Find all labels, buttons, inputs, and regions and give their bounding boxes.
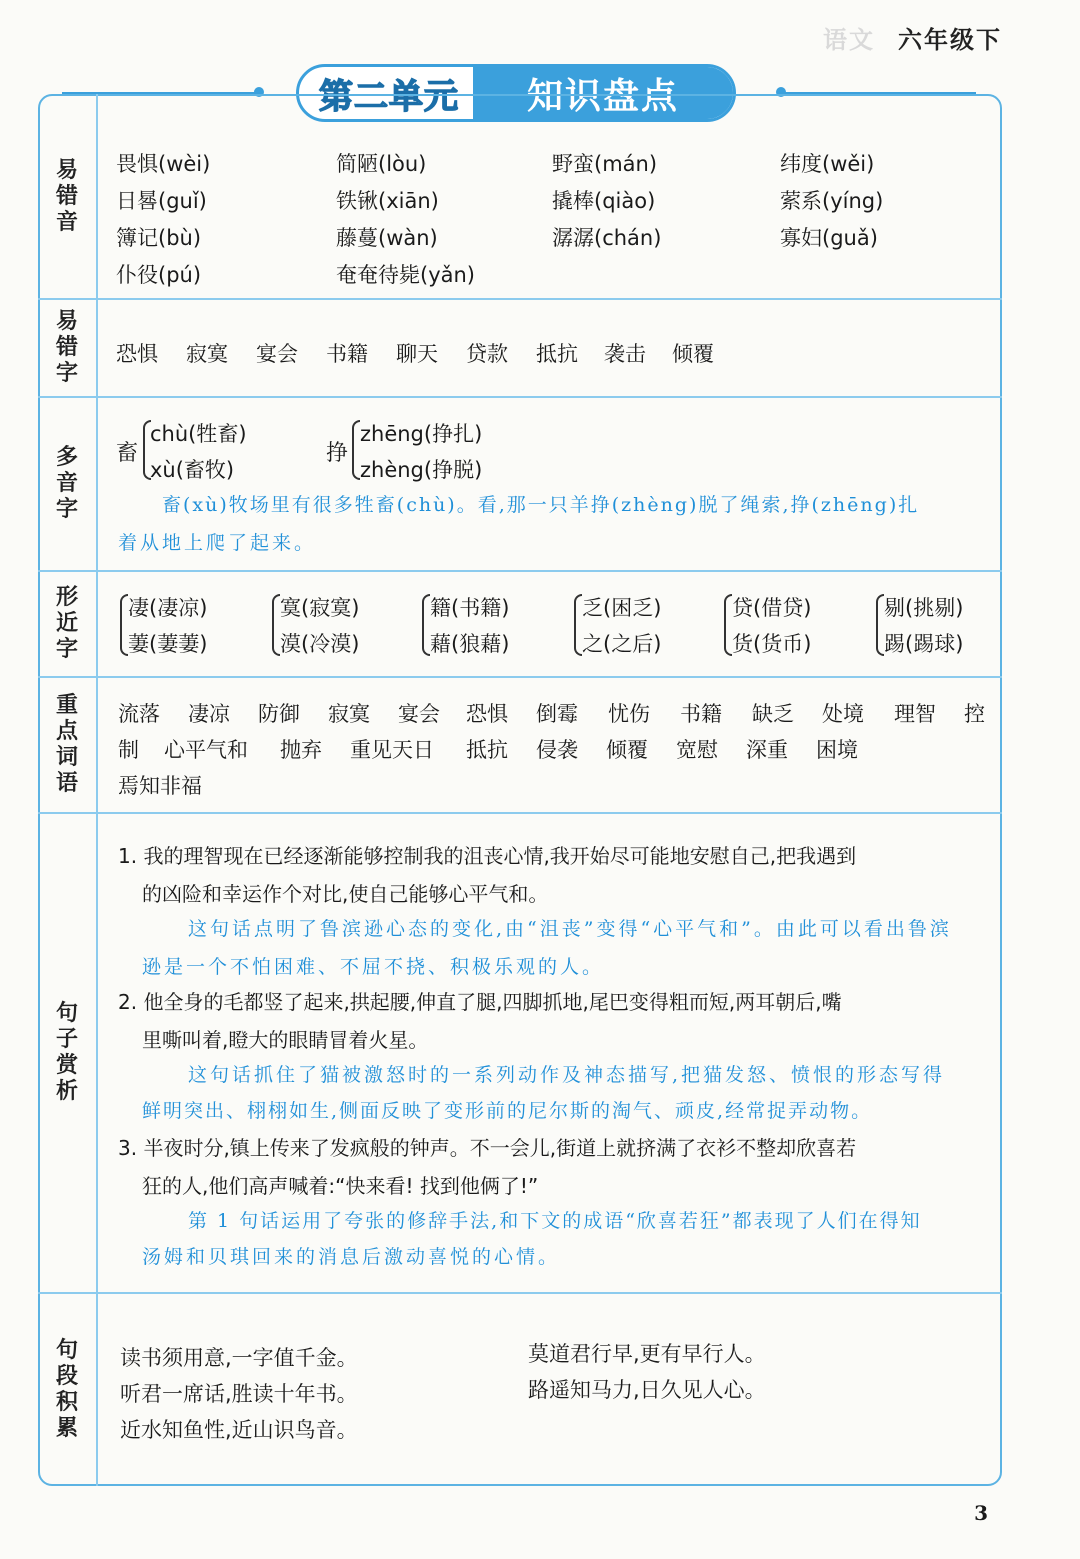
row-divider	[38, 570, 1002, 572]
sentence-text: 的凶险和幸运作个对比,使自己能够心平气和。	[142, 882, 549, 906]
key-word: 制	[118, 738, 139, 762]
label-divider	[96, 94, 98, 1486]
key-word: 恐惧	[466, 702, 508, 726]
sentence-text: 1. 我的理智现在已经逐渐能够控制我的沮丧心情,我开始尽可能地安慰自己,把我遇到	[118, 844, 857, 868]
similar-char: 踢(踢球)	[884, 632, 964, 656]
sentence-note: 第 1 句话运用了夸张的修辞手法,和下文的成语“欣喜若狂”都表现了人们在得知	[188, 1210, 922, 1232]
key-word: 焉知非福	[118, 774, 202, 798]
key-word: 理智	[894, 702, 936, 726]
sentence-text: 3. 半夜时分,镇上传来了发疯般的钟声。不一会儿,街道上就挤满了衣衫不整却欣喜若	[118, 1136, 857, 1160]
key-word: 困境	[816, 738, 858, 762]
brace	[272, 594, 280, 656]
row-divider	[38, 396, 1002, 398]
key-word: 心平气和	[164, 738, 248, 762]
word-item: 聊天	[396, 342, 438, 366]
section-label-xingjinzi: 形 近 字	[55, 585, 78, 662]
polyphone-reading: chù(牲畜)	[150, 422, 247, 446]
key-word: 忧伤	[608, 702, 650, 726]
brace	[724, 594, 732, 656]
key-word: 处境	[822, 702, 864, 726]
proverb: 读书须用意,一字值千金。	[120, 1346, 358, 1370]
sentence-text: 狂的人,他们高声喊着:“快来看! 找到他俩了!”	[142, 1174, 539, 1198]
word-item: 袭击	[604, 342, 646, 366]
proverb: 路遥知马力,日久见人心。	[528, 1378, 766, 1402]
example-note: 畜(xù)牧场里有很多牲畜(chù)。看,那一只羊挣(zhèng)脱了绳索,挣(zhēng)扎	[162, 494, 920, 516]
section-label-judua: 句 段 积 累	[55, 1338, 78, 1441]
brace	[352, 420, 360, 480]
row-divider	[38, 676, 1002, 678]
similar-char: 藉(狼藉)	[430, 632, 510, 656]
key-word: 抛弃	[280, 738, 322, 762]
pinyin-item: 寡妇(guǎ)	[780, 226, 878, 250]
key-word: 缺乏	[752, 702, 794, 726]
similar-char: 贷(借贷)	[732, 596, 812, 620]
row-divider	[38, 812, 1002, 814]
example-note: 着从地上爬了起来。	[118, 532, 317, 554]
pinyin-item: 日晷(guǐ)	[116, 189, 207, 213]
section-label-duoyinzi: 多 音 字	[55, 445, 78, 522]
key-word: 重见天日	[350, 738, 434, 762]
word-item: 倾覆	[672, 342, 714, 366]
key-word: 倒霉	[536, 702, 578, 726]
key-word: 宽慰	[676, 738, 718, 762]
brace	[574, 594, 582, 656]
similar-char: 剔(挑剔)	[884, 596, 964, 620]
pinyin-item: 仆役(pú)	[116, 263, 202, 287]
pinyin-item: 潺潺(chán)	[552, 226, 662, 250]
pinyin-item: 铁锹(xiān)	[336, 189, 439, 213]
subject-label: 语文	[823, 26, 875, 54]
sentence-text: 2. 他全身的毛都竖了起来,拱起腰,伸直了腿,四脚抓地,尾巴变得粗而短,两耳朝后,嘴	[118, 990, 842, 1014]
section-label-juzi: 句 子 赏 析	[55, 1001, 78, 1104]
key-word: 倾覆	[606, 738, 648, 762]
pinyin-item: 纬度(wěi)	[780, 152, 875, 176]
similar-char: 萋(萋萋)	[128, 632, 208, 656]
sentence-note: 汤姆和贝琪回来的消息后激动喜悦的心情。	[142, 1246, 561, 1268]
similar-char: 籍(书籍)	[430, 596, 510, 620]
similar-char: 乏(困乏)	[582, 596, 662, 620]
polyphone-char: 挣	[326, 441, 349, 466]
key-word: 书籍	[680, 702, 722, 726]
key-word: 深重	[746, 738, 788, 762]
similar-char: 漠(冷漠)	[280, 632, 360, 656]
pinyin-item: 撬棒(qiào)	[552, 189, 656, 213]
proverb: 听君一席话,胜读十年书。	[120, 1382, 358, 1406]
key-word: 抵抗	[466, 738, 508, 762]
pinyin-item: 簿记(bù)	[116, 226, 202, 250]
word-item: 恐惧	[116, 342, 158, 366]
similar-char: 货(货币)	[732, 632, 812, 656]
row-divider	[38, 1292, 1002, 1294]
section-label-zhongdian: 重 点 词 语	[55, 693, 78, 796]
pinyin-item: 畏惧(wèi)	[116, 152, 211, 176]
sentence-note: 这句话抓住了猫被激怒时的一系列动作及神态描写,把猫发怒、愤恨的形态写得	[188, 1064, 946, 1086]
banner-title: 知识盘点	[473, 67, 733, 119]
section-label-yicuoyin: 易 错 音	[55, 158, 78, 235]
pinyin-item: 萦系(yíng)	[780, 189, 884, 213]
similar-char: 之(之后)	[582, 632, 662, 656]
key-word: 宴会	[398, 702, 440, 726]
section-label-yicuozi: 易 错 字	[55, 309, 78, 386]
sentence-note: 逊是一个不怕困难、不屈不挠、积极乐观的人。	[142, 956, 605, 978]
sentence-text: 里嘶叫着,瞪大的眼睛冒着火星。	[142, 1028, 429, 1052]
word-item: 贷款	[466, 342, 508, 366]
key-word: 侵袭	[536, 738, 578, 762]
key-word: 寂寞	[328, 702, 370, 726]
sentence-note: 鲜明突出、栩栩如生,侧面反映了变形前的尼尔斯的淘气、顽皮,经常捉弄动物。	[142, 1100, 873, 1122]
brace	[876, 594, 884, 656]
word-item: 书籍	[326, 342, 368, 366]
pinyin-item: 藤蔓(wàn)	[336, 226, 438, 250]
similar-char: 凄(凄凉)	[128, 596, 208, 620]
word-item: 抵抗	[536, 342, 578, 366]
pinyin-item: 野蛮(mán)	[552, 152, 658, 176]
grade-label: 六年级下	[898, 26, 1002, 54]
row-divider	[38, 298, 1002, 300]
key-word: 防御	[258, 702, 300, 726]
polyphone-reading: zhèng(挣脱)	[360, 458, 483, 482]
pinyin-item: 奄奄待毙(yǎn)	[336, 263, 475, 287]
key-word: 控	[964, 702, 985, 726]
proverb: 近水知鱼性,近山识鸟音。	[120, 1418, 358, 1442]
page-number: 3	[974, 1501, 988, 1525]
brace	[120, 594, 128, 656]
sentence-note: 这句话点明了鲁滨逊心态的变化,由“沮丧”变得“心平气和”。由此可以看出鲁滨	[188, 918, 952, 940]
word-item: 宴会	[256, 342, 298, 366]
key-word: 凄凉	[188, 702, 230, 726]
brace	[422, 594, 430, 656]
key-word: 流落	[118, 702, 160, 726]
word-item: 寂寞	[186, 342, 228, 366]
polyphone-reading: xù(畜牧)	[150, 458, 235, 482]
polyphone-char: 畜	[116, 441, 139, 466]
pinyin-item: 简陋(lòu)	[336, 152, 427, 176]
similar-char: 寞(寂寞)	[280, 596, 360, 620]
polyphone-reading: zhēng(挣扎)	[360, 422, 483, 446]
banner-unit: 第二单元	[319, 76, 459, 117]
proverb: 莫道君行早,更有早行人。	[528, 1342, 766, 1366]
